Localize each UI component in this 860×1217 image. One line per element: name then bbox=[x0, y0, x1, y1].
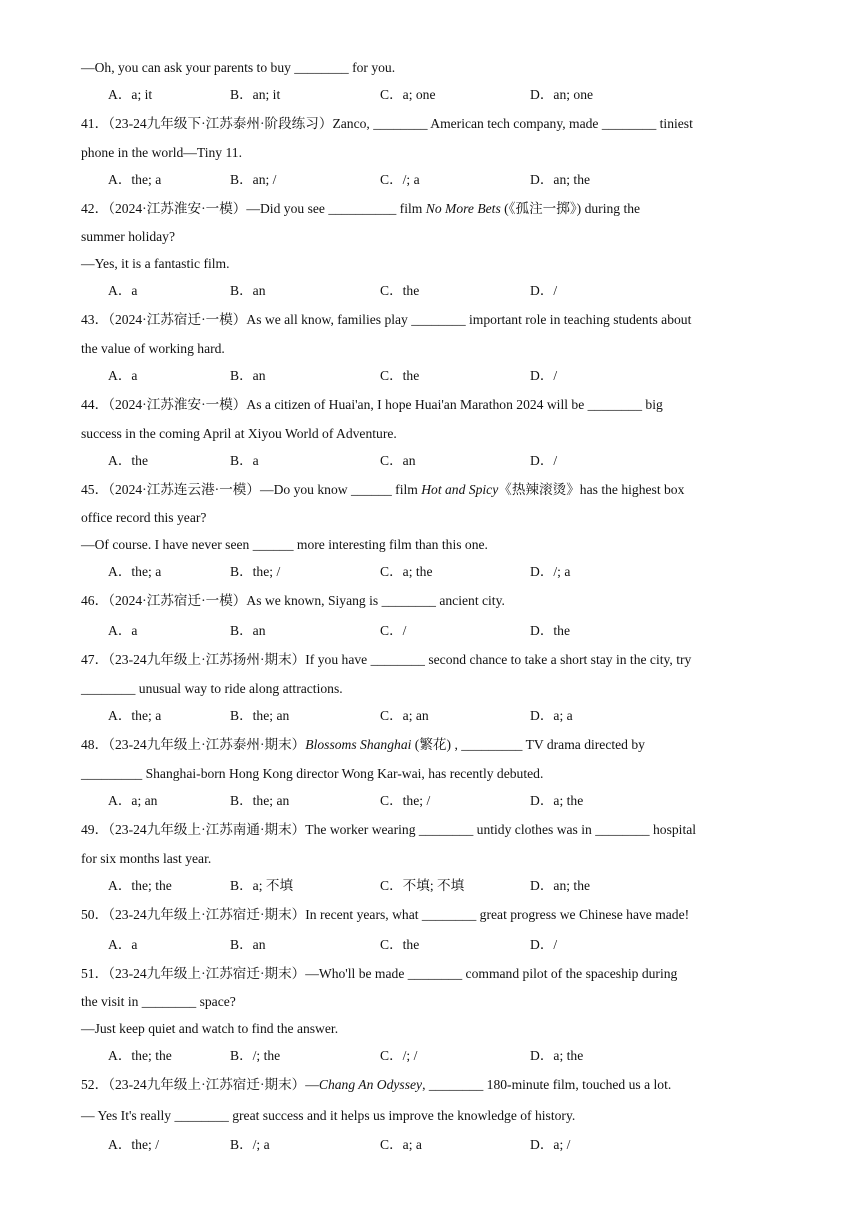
option-d: D．an; the bbox=[530, 172, 591, 187]
question-52 bbox=[81, 1076, 781, 1094]
option-d: D．/ bbox=[530, 453, 558, 468]
option-b: B．a; 不填 bbox=[230, 878, 294, 893]
film-title: Chang An Odyssey bbox=[318, 1077, 423, 1092]
question-number: 47． bbox=[81, 652, 109, 667]
question-source: （2024·江苏淮安·一模） bbox=[108, 201, 247, 216]
option-a: A．the; the bbox=[108, 1048, 172, 1063]
question-text: The worker wearing ________ untidy clothes was in ________ hospital bbox=[305, 822, 697, 837]
option-b: B．an; it bbox=[230, 87, 281, 102]
question-text: —Do you know ______ film bbox=[259, 482, 422, 497]
question-number: 48． bbox=[81, 737, 109, 752]
question-source: （2024·江苏连云港·一模） bbox=[108, 482, 260, 497]
option-a: A．the; a bbox=[108, 564, 162, 579]
answer-options bbox=[108, 622, 788, 640]
option-b: B．the; / bbox=[230, 564, 281, 579]
answer-options bbox=[108, 936, 788, 954]
question-47 bbox=[81, 651, 781, 669]
question-line: —Oh, you can ask your parents to buy ________ for you. bbox=[81, 60, 396, 75]
answer-options bbox=[108, 1047, 788, 1065]
option-a: A．the; a bbox=[108, 172, 162, 187]
question-44 bbox=[81, 396, 781, 414]
answer-options bbox=[108, 367, 788, 385]
answer-options bbox=[108, 452, 788, 470]
question-source: （2024·江苏宿迁·一模） bbox=[108, 593, 247, 608]
question-51 bbox=[81, 965, 781, 983]
question-source: （2024·江苏宿迁·一模） bbox=[108, 312, 247, 327]
film-title: No More Bets bbox=[425, 201, 501, 216]
question-reply: —Of course. I have never seen ______ more interesting film than this one. bbox=[81, 537, 488, 552]
option-b: B．an bbox=[230, 368, 266, 383]
option-c: C．/ bbox=[380, 623, 407, 638]
option-d: D．an; one bbox=[530, 87, 594, 102]
option-d: D．a; / bbox=[530, 1137, 571, 1152]
question-text-cont: the visit in ________ space? bbox=[81, 994, 236, 1009]
question-text: —Did you see __________ film bbox=[246, 201, 426, 216]
question-number: 49． bbox=[81, 822, 109, 837]
option-c: C．/; a bbox=[380, 172, 420, 187]
option-d: D．/ bbox=[530, 368, 558, 383]
answer-options bbox=[108, 282, 788, 300]
option-c: C．the bbox=[380, 937, 420, 952]
option-c: C．不填; 不填 bbox=[380, 878, 465, 893]
option-d: D．/ bbox=[530, 937, 558, 952]
question-41 bbox=[81, 115, 781, 133]
question-number: 44． bbox=[81, 397, 109, 412]
question-49 bbox=[81, 821, 781, 839]
option-b: B．a bbox=[230, 453, 259, 468]
question-text-cont: ________ unusual way to ride along attractions. bbox=[81, 681, 343, 696]
question-source: （23-24九年级上·江苏南通·期末） bbox=[108, 822, 306, 837]
option-d: D．a; the bbox=[530, 793, 584, 808]
question-number: 42． bbox=[81, 201, 109, 216]
question-45 bbox=[81, 481, 781, 499]
question-text-cont: summer holiday? bbox=[81, 229, 176, 244]
option-b: B．an; / bbox=[230, 172, 277, 187]
option-a: A．a bbox=[108, 283, 138, 298]
option-d: D．/ bbox=[530, 283, 558, 298]
question-source: （23-24九年级上·江苏宿迁·期末） bbox=[108, 1077, 306, 1092]
option-d: D．an; the bbox=[530, 878, 591, 893]
option-d: D．the bbox=[530, 623, 571, 638]
option-c: C．a; a bbox=[380, 1137, 422, 1152]
option-b: B．the; an bbox=[230, 708, 290, 723]
option-b: B．the; an bbox=[230, 793, 290, 808]
question-text: , ________ 180-minute film, touched us a lot. bbox=[422, 1077, 672, 1092]
question-text-cont: office record this year? bbox=[81, 510, 207, 525]
question-text: — bbox=[305, 1077, 319, 1092]
option-d: D．a; the bbox=[530, 1048, 584, 1063]
answer-options bbox=[108, 171, 788, 189]
question-text: As we all know, families play ________ important role in teaching students about bbox=[246, 312, 692, 327]
question-source: （23-24九年级上·江苏宿迁·期末） bbox=[108, 907, 306, 922]
question-source: （23-24九年级上·江苏泰州·期末） bbox=[108, 737, 306, 752]
question-source: （23-24九年级上·江苏扬州·期末） bbox=[108, 652, 306, 667]
question-reply: —Just keep quiet and watch to find the answer. bbox=[81, 1021, 339, 1036]
option-c: C．a; an bbox=[380, 708, 429, 723]
option-b: B．an bbox=[230, 283, 266, 298]
question-text: In recent years, what ________ great progress we Chinese have made! bbox=[305, 907, 690, 922]
question-50 bbox=[81, 906, 781, 924]
question-text-cont: success in the coming April at Xiyou World of Adventure. bbox=[81, 426, 397, 441]
question-text: (繁花) , _________ TV drama directed by bbox=[411, 737, 645, 752]
question-number: 51． bbox=[81, 966, 109, 981]
answer-options bbox=[108, 1136, 788, 1154]
question-reply: — Yes It's really ________ great success and it helps us improve the knowledge of history. bbox=[81, 1108, 576, 1123]
question-text-cont: for six months last year. bbox=[81, 851, 212, 866]
answer-options bbox=[108, 877, 788, 895]
question-text: 《热辣滚烫》has the highest box bbox=[498, 482, 685, 497]
option-a: A．a; an bbox=[108, 793, 158, 808]
option-a: A．a bbox=[108, 937, 138, 952]
question-43 bbox=[81, 311, 781, 329]
option-a: A．a; it bbox=[108, 87, 153, 102]
option-d: D．a; a bbox=[530, 708, 573, 723]
option-a: A．the; a bbox=[108, 708, 162, 723]
option-a: A．a bbox=[108, 368, 138, 383]
question-text: Zanco, ________ American tech company, made ________ tiniest bbox=[332, 116, 693, 131]
option-a: A．a bbox=[108, 623, 138, 638]
drama-title: Blossoms Shanghai bbox=[305, 737, 412, 752]
option-c: C．a; the bbox=[380, 564, 433, 579]
answer-options bbox=[108, 86, 788, 104]
question-46 bbox=[81, 592, 781, 610]
question-text: If you have ________ second chance to take a short stay in the city, try bbox=[305, 652, 692, 667]
question-text-cont: the value of working hard. bbox=[81, 341, 225, 356]
question-reply: —Yes, it is a fantastic film. bbox=[81, 256, 230, 271]
question-48 bbox=[81, 736, 781, 754]
question-source: （2024·江苏淮安·一模） bbox=[108, 397, 247, 412]
question-text: As a citizen of Huai'an, I hope Huai'an Marathon 2024 will be ________ big bbox=[246, 397, 663, 412]
question-text-cont: _________ Shanghai-born Hong Kong director Wong Kar-wai, has recently debuted. bbox=[81, 766, 544, 781]
option-c: C．the bbox=[380, 283, 420, 298]
option-c: C．the bbox=[380, 368, 420, 383]
question-text: As we known, Siyang is ________ ancient city. bbox=[246, 593, 505, 608]
question-number: 43． bbox=[81, 312, 109, 327]
question-text: (《孤注一掷》) during the bbox=[500, 201, 641, 216]
question-42 bbox=[81, 200, 781, 218]
question-number: 52． bbox=[81, 1077, 109, 1092]
answer-options bbox=[108, 792, 788, 810]
question-text-cont: phone in the world—Tiny 11. bbox=[81, 145, 242, 160]
question-number: 46． bbox=[81, 593, 109, 608]
question-number: 41． bbox=[81, 116, 109, 131]
option-a: A．the; / bbox=[108, 1137, 159, 1152]
option-d: D．/; a bbox=[530, 564, 571, 579]
option-b: B．an bbox=[230, 623, 266, 638]
film-title: Hot and Spicy bbox=[421, 482, 499, 497]
answer-options bbox=[108, 563, 788, 581]
question-number: 45． bbox=[81, 482, 109, 497]
option-c: C．a; one bbox=[380, 87, 436, 102]
option-b: B．/; a bbox=[230, 1137, 270, 1152]
question-source: （23-24九年级下·江苏泰州·阶段练习） bbox=[108, 116, 333, 131]
answer-options bbox=[108, 707, 788, 725]
option-a: A．the; the bbox=[108, 878, 172, 893]
option-b: B．an bbox=[230, 937, 266, 952]
option-a: A．the bbox=[108, 453, 149, 468]
option-c: C．an bbox=[380, 453, 416, 468]
option-c: C．the; / bbox=[380, 793, 431, 808]
question-number: 50． bbox=[81, 907, 109, 922]
option-b: B．/; the bbox=[230, 1048, 281, 1063]
option-c: C．/; / bbox=[380, 1048, 418, 1063]
question-source: （23-24九年级上·江苏宿迁·期末） bbox=[108, 966, 306, 981]
question-text: —Who'll be made ________ command pilot of the spaceship during bbox=[305, 966, 678, 981]
